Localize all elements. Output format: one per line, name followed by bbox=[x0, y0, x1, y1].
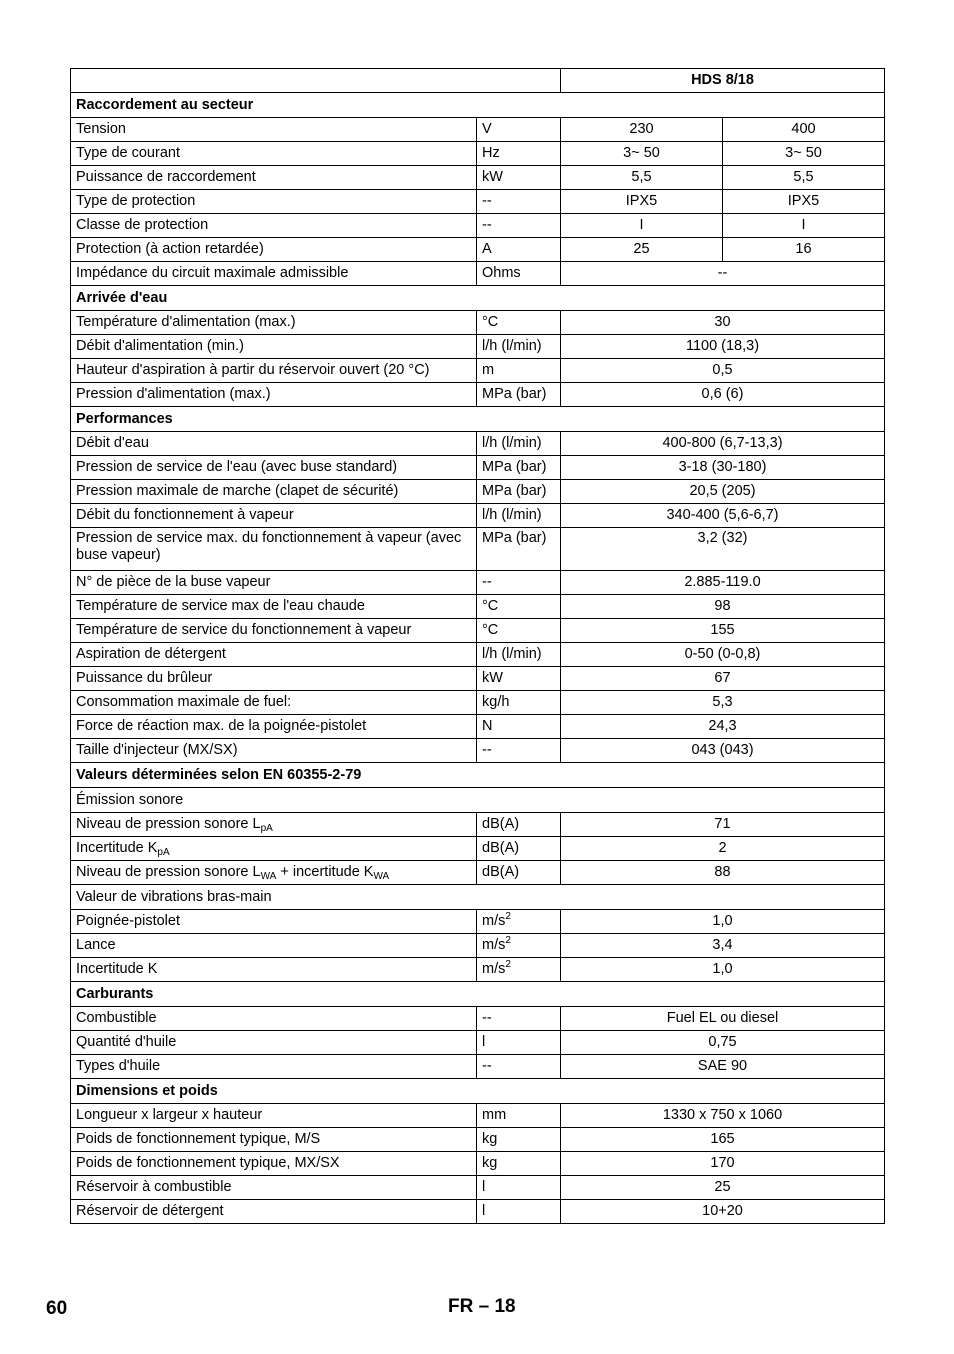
spec-row bbox=[71, 456, 885, 480]
spec-unit-text: m/s bbox=[482, 961, 506, 977]
section-row bbox=[71, 763, 885, 788]
section-row bbox=[71, 93, 885, 118]
spec-row bbox=[71, 910, 885, 934]
spec-unit-text: l bbox=[482, 1203, 486, 1219]
spec-label-text: Force de réaction max. de la poignée-pistolet bbox=[76, 718, 367, 734]
spec-unit bbox=[477, 456, 561, 480]
spec-unit bbox=[477, 1176, 561, 1200]
spec-value: 71 bbox=[561, 813, 885, 837]
spec-unit-text: m/s bbox=[482, 937, 506, 953]
spec-label-text: Incertitude K bbox=[76, 840, 158, 856]
spec-value: 043 (043) bbox=[561, 739, 885, 763]
section-row bbox=[71, 982, 885, 1007]
spec-label bbox=[71, 691, 477, 715]
spec-unit-text: -- bbox=[482, 193, 492, 209]
header-empty-cell bbox=[71, 69, 561, 93]
spec-row bbox=[71, 335, 885, 359]
spec-unit-text: kg/h bbox=[482, 694, 510, 710]
spec-unit-text: l bbox=[482, 1179, 486, 1195]
spec-label-text: Réservoir de détergent bbox=[76, 1203, 224, 1219]
spec-label bbox=[71, 142, 477, 166]
spec-value: 170 bbox=[561, 1152, 885, 1176]
spec-label-text: Aspiration de détergent bbox=[76, 646, 226, 662]
spec-value: 2.885-119.0 bbox=[561, 571, 885, 595]
spec-row bbox=[71, 166, 885, 190]
spec-unit bbox=[477, 432, 561, 456]
spec-value: 0-50 (0-0,8) bbox=[561, 643, 885, 667]
spec-label bbox=[71, 837, 477, 861]
spec-label bbox=[71, 739, 477, 763]
spec-unit bbox=[477, 335, 561, 359]
spec-row bbox=[71, 528, 885, 571]
spec-row bbox=[71, 504, 885, 528]
spec-value: 3,4 bbox=[561, 934, 885, 958]
spec-unit bbox=[477, 118, 561, 142]
spec-value: 1,0 bbox=[561, 958, 885, 982]
spec-label-text: Puissance de raccordement bbox=[76, 169, 256, 185]
spec-label-text: Protection (à action retardée) bbox=[76, 241, 264, 257]
section-title: Raccordement au secteur bbox=[71, 93, 885, 118]
spec-unit-text: Hz bbox=[482, 145, 500, 161]
spec-value: 1,0 bbox=[561, 910, 885, 934]
spec-unit bbox=[477, 861, 561, 885]
spec-row bbox=[71, 190, 885, 214]
section-title: Performances bbox=[71, 407, 885, 432]
spec-label-text: Poids de fonctionnement typique, MX/SX bbox=[76, 1155, 340, 1171]
spec-row bbox=[71, 837, 885, 861]
spec-unit bbox=[477, 142, 561, 166]
spec-value: Fuel EL ou diesel bbox=[561, 1007, 885, 1031]
spec-value: 2 bbox=[561, 837, 885, 861]
spec-unit bbox=[477, 1031, 561, 1055]
spec-value-400v: 400 bbox=[723, 118, 885, 142]
subsection-row bbox=[71, 788, 885, 813]
spec-label bbox=[71, 1104, 477, 1128]
spec-label bbox=[71, 1007, 477, 1031]
spec-value: 30 bbox=[561, 311, 885, 335]
spec-label-text: Type de protection bbox=[76, 193, 196, 209]
spec-label-text: Niveau de pression sonore L bbox=[76, 864, 261, 880]
spec-label bbox=[71, 643, 477, 667]
spec-unit bbox=[477, 504, 561, 528]
spec-label-text: Réservoir à combustible bbox=[76, 1179, 232, 1195]
subsection-title: Valeur de vibrations bras-main bbox=[71, 885, 885, 910]
spec-unit bbox=[477, 958, 561, 982]
spec-unit bbox=[477, 359, 561, 383]
spec-row bbox=[71, 262, 885, 286]
section-row bbox=[71, 1079, 885, 1104]
spec-row bbox=[71, 1104, 885, 1128]
spec-value: 155 bbox=[561, 619, 885, 643]
spec-label-text: Puissance du brûleur bbox=[76, 670, 213, 686]
spec-label bbox=[71, 667, 477, 691]
spec-label bbox=[71, 1176, 477, 1200]
spec-value: 1330 x 750 x 1060 bbox=[561, 1104, 885, 1128]
section-title: Carburants bbox=[71, 982, 885, 1007]
spec-row bbox=[71, 383, 885, 407]
spec-row bbox=[71, 739, 885, 763]
spec-unit-text: m/s bbox=[482, 913, 506, 929]
spec-unit bbox=[477, 910, 561, 934]
subsection-title: Émission sonore bbox=[71, 788, 885, 813]
spec-value-230v: 25 bbox=[561, 238, 723, 262]
spec-unit-text: l/h (l/min) bbox=[482, 646, 542, 662]
spec-unit bbox=[477, 643, 561, 667]
spec-label-text: Température de service max de l'eau chaude bbox=[76, 598, 365, 614]
spec-unit-text: °C bbox=[482, 622, 499, 638]
spec-unit bbox=[477, 837, 561, 861]
spec-unit bbox=[477, 619, 561, 643]
spec-unit-superscript: 2 bbox=[505, 935, 511, 946]
spec-label bbox=[71, 910, 477, 934]
spec-value-230v: 3~ 50 bbox=[561, 142, 723, 166]
spec-unit-text: °C bbox=[482, 598, 499, 614]
spec-label-text: Classe de protection bbox=[76, 217, 209, 233]
spec-unit-text: MPa (bar) bbox=[482, 459, 547, 475]
spec-label bbox=[71, 571, 477, 595]
spec-label bbox=[71, 1200, 477, 1224]
spec-unit bbox=[477, 595, 561, 619]
spec-unit-text: kg bbox=[482, 1131, 498, 1147]
spec-label bbox=[71, 383, 477, 407]
spec-row bbox=[71, 958, 885, 982]
spec-label-text: Longueur x largeur x hauteur bbox=[76, 1107, 263, 1123]
spec-label-text: Pression de service max. du fonctionnement à vapeur (avec buse vapeur) bbox=[76, 530, 462, 563]
spec-label-text: Impédance du circuit maximale admissible bbox=[76, 265, 349, 281]
spec-value-230v: 5,5 bbox=[561, 166, 723, 190]
spec-row bbox=[71, 595, 885, 619]
spec-label bbox=[71, 1031, 477, 1055]
section-row bbox=[71, 286, 885, 311]
spec-value: 5,3 bbox=[561, 691, 885, 715]
spec-unit-text: °C bbox=[482, 314, 499, 330]
spec-label bbox=[71, 861, 477, 885]
spec-label-text: Poids de fonctionnement typique, M/S bbox=[76, 1131, 321, 1147]
spec-value: 400-800 (6,7-13,3) bbox=[561, 432, 885, 456]
spec-row bbox=[71, 934, 885, 958]
spec-row bbox=[71, 142, 885, 166]
spec-row bbox=[71, 667, 885, 691]
spec-unit bbox=[477, 813, 561, 837]
page-label: FR – 18 bbox=[448, 1296, 516, 1317]
spec-label bbox=[71, 359, 477, 383]
spec-unit-text: MPa (bar) bbox=[482, 530, 547, 546]
spec-unit bbox=[477, 190, 561, 214]
spec-label bbox=[71, 214, 477, 238]
section-title: Valeurs déterminées selon EN 60355-2-79 bbox=[71, 763, 885, 788]
spec-value: 3,2 (32) bbox=[561, 528, 885, 571]
spec-unit-text: mm bbox=[482, 1107, 507, 1123]
spec-label bbox=[71, 1128, 477, 1152]
spec-unit bbox=[477, 934, 561, 958]
section-row bbox=[71, 407, 885, 432]
spec-label-text: Niveau de pression sonore L bbox=[76, 816, 261, 832]
spec-unit-text: -- bbox=[482, 1010, 492, 1026]
spec-row bbox=[71, 715, 885, 739]
spec-unit bbox=[477, 1200, 561, 1224]
spec-unit bbox=[477, 667, 561, 691]
spec-label-text: Consommation maximale de fuel: bbox=[76, 694, 292, 710]
spec-value-230v: IPX5 bbox=[561, 190, 723, 214]
spec-value: 1100 (18,3) bbox=[561, 335, 885, 359]
spec-row bbox=[71, 571, 885, 595]
spec-row bbox=[71, 619, 885, 643]
spec-label bbox=[71, 1152, 477, 1176]
spec-row bbox=[71, 238, 885, 262]
specifications-table bbox=[70, 68, 885, 1224]
spec-unit-text: l/h (l/min) bbox=[482, 338, 542, 354]
section-title: Arrivée d'eau bbox=[71, 286, 885, 311]
spec-row bbox=[71, 480, 885, 504]
spec-row bbox=[71, 1031, 885, 1055]
spec-label-text-continued: + incertitude K bbox=[276, 864, 374, 880]
spec-unit-text: dB(A) bbox=[482, 840, 520, 856]
spec-row bbox=[71, 861, 885, 885]
spec-label bbox=[71, 813, 477, 837]
spec-label bbox=[71, 480, 477, 504]
spec-unit bbox=[477, 1007, 561, 1031]
spec-value: 0,5 bbox=[561, 359, 885, 383]
spec-unit-text: MPa (bar) bbox=[482, 386, 547, 402]
spec-value: 98 bbox=[561, 595, 885, 619]
spec-label bbox=[71, 238, 477, 262]
spec-row bbox=[71, 691, 885, 715]
spec-unit-text: -- bbox=[482, 1058, 492, 1074]
spec-label bbox=[71, 619, 477, 643]
spec-value-400v: IPX5 bbox=[723, 190, 885, 214]
spec-value: SAE 90 bbox=[561, 1055, 885, 1079]
spec-label-text: Poignée-pistolet bbox=[76, 913, 180, 929]
spec-value: 0,75 bbox=[561, 1031, 885, 1055]
spec-label-text: Quantité d'huile bbox=[76, 1034, 177, 1050]
model-header-row bbox=[71, 69, 885, 93]
spec-label-text: Pression maximale de marche (clapet de sécurité) bbox=[76, 483, 399, 499]
spec-label-text: Température d'alimentation (max.) bbox=[76, 314, 296, 330]
spec-label bbox=[71, 166, 477, 190]
spec-unit-text: l bbox=[482, 1034, 486, 1050]
spec-unit-text: kW bbox=[482, 670, 503, 686]
spec-label bbox=[71, 934, 477, 958]
spec-unit bbox=[477, 166, 561, 190]
spec-label-text: Combustible bbox=[76, 1010, 157, 1026]
spec-unit-text: -- bbox=[482, 742, 492, 758]
spec-label bbox=[71, 958, 477, 982]
spec-row bbox=[71, 1176, 885, 1200]
spec-value: -- bbox=[561, 262, 885, 286]
spec-label-text: Pression d'alimentation (max.) bbox=[76, 386, 271, 402]
spec-unit-superscript: 2 bbox=[505, 911, 511, 922]
spec-value: 88 bbox=[561, 861, 885, 885]
spec-unit bbox=[477, 383, 561, 407]
spec-row bbox=[71, 1055, 885, 1079]
spec-unit bbox=[477, 311, 561, 335]
spec-label-text: Tension bbox=[76, 121, 126, 137]
spec-label-subscript: WA bbox=[260, 871, 277, 882]
spec-unit-text: -- bbox=[482, 217, 492, 233]
section-title: Dimensions et poids bbox=[71, 1079, 885, 1104]
spec-unit-text: A bbox=[482, 241, 492, 257]
spec-label bbox=[71, 1055, 477, 1079]
spec-unit-superscript: 2 bbox=[505, 959, 511, 970]
spec-label bbox=[71, 262, 477, 286]
spec-unit bbox=[477, 1152, 561, 1176]
spec-value-400v: 16 bbox=[723, 238, 885, 262]
spec-unit-text: Ohms bbox=[482, 265, 521, 281]
spec-row bbox=[71, 813, 885, 837]
spec-row bbox=[71, 1200, 885, 1224]
spec-row bbox=[71, 214, 885, 238]
spec-value-400v: 3~ 50 bbox=[723, 142, 885, 166]
spec-unit-text: kW bbox=[482, 169, 503, 185]
spec-value: 67 bbox=[561, 667, 885, 691]
spec-label bbox=[71, 595, 477, 619]
spec-value-230v: 230 bbox=[561, 118, 723, 142]
spec-label bbox=[71, 456, 477, 480]
spec-row bbox=[71, 359, 885, 383]
model-name: HDS 8/18 bbox=[561, 69, 885, 93]
spec-unit bbox=[477, 238, 561, 262]
spec-label-text: Type de courant bbox=[76, 145, 180, 161]
spec-unit-text: dB(A) bbox=[482, 864, 520, 880]
spec-unit bbox=[477, 1128, 561, 1152]
spec-row bbox=[71, 1128, 885, 1152]
spec-unit-text: m bbox=[482, 362, 495, 378]
spec-value-400v: 5,5 bbox=[723, 166, 885, 190]
spec-unit bbox=[477, 1055, 561, 1079]
spec-unit bbox=[477, 528, 561, 571]
spec-unit bbox=[477, 571, 561, 595]
spec-value: 165 bbox=[561, 1128, 885, 1152]
spec-value: 25 bbox=[561, 1176, 885, 1200]
spec-unit bbox=[477, 715, 561, 739]
spec-row bbox=[71, 1152, 885, 1176]
spec-row bbox=[71, 311, 885, 335]
spec-label-text: Lance bbox=[76, 937, 116, 953]
spec-label-text: Hauteur d'aspiration à partir du réservoir ouvert (20 °C) bbox=[76, 362, 430, 378]
spec-label-text: Types d'huile bbox=[76, 1058, 161, 1074]
spec-label-text: N° de pièce de la buse vapeur bbox=[76, 574, 271, 590]
spec-value-400v: I bbox=[723, 214, 885, 238]
spec-label-text: Taille d'injecteur (MX/SX) bbox=[76, 742, 238, 758]
spec-label-text: Température de service du fonctionnement à vapeur bbox=[76, 622, 412, 638]
spec-unit-text: V bbox=[482, 121, 492, 137]
spec-label bbox=[71, 528, 477, 571]
spec-label-subscript: pA bbox=[260, 823, 273, 834]
spec-value: 0,6 (6) bbox=[561, 383, 885, 407]
spec-unit bbox=[477, 691, 561, 715]
spec-label-text: Pression de service de l'eau (avec buse standard) bbox=[76, 459, 398, 475]
spec-value: 24,3 bbox=[561, 715, 885, 739]
spec-value: 20,5 (205) bbox=[561, 480, 885, 504]
spec-unit bbox=[477, 214, 561, 238]
spec-label bbox=[71, 118, 477, 142]
spec-value: 3-18 (30-180) bbox=[561, 456, 885, 480]
spec-unit bbox=[477, 739, 561, 763]
spec-unit bbox=[477, 480, 561, 504]
spec-value-230v: I bbox=[561, 214, 723, 238]
spec-label-text: Incertitude K bbox=[76, 961, 158, 977]
spec-label-text: Débit d'alimentation (min.) bbox=[76, 338, 244, 354]
page-number: 60 bbox=[46, 1298, 68, 1319]
spec-unit bbox=[477, 1104, 561, 1128]
spec-label bbox=[71, 335, 477, 359]
spec-unit-text: MPa (bar) bbox=[482, 483, 547, 499]
spec-label-subscript: pA bbox=[157, 847, 170, 858]
spec-unit-text: l/h (l/min) bbox=[482, 435, 542, 451]
spec-row bbox=[71, 1007, 885, 1031]
spec-value: 340-400 (5,6-6,7) bbox=[561, 504, 885, 528]
spec-label-subscript: WA bbox=[373, 871, 390, 882]
spec-unit-text: l/h (l/min) bbox=[482, 507, 542, 523]
spec-label-text: Débit du fonctionnement à vapeur bbox=[76, 507, 294, 523]
spec-label bbox=[71, 190, 477, 214]
spec-label-text: Débit d'eau bbox=[76, 435, 149, 451]
spec-row bbox=[71, 432, 885, 456]
spec-row bbox=[71, 118, 885, 142]
spec-unit-text: N bbox=[482, 718, 493, 734]
spec-label bbox=[71, 432, 477, 456]
spec-label bbox=[71, 715, 477, 739]
spec-unit bbox=[477, 262, 561, 286]
subsection-row bbox=[71, 885, 885, 910]
spec-label bbox=[71, 311, 477, 335]
spec-unit-text: kg bbox=[482, 1155, 498, 1171]
spec-unit-text: -- bbox=[482, 574, 492, 590]
spec-unit-text: dB(A) bbox=[482, 816, 520, 832]
spec-row bbox=[71, 643, 885, 667]
spec-label bbox=[71, 504, 477, 528]
spec-value: 10+20 bbox=[561, 1200, 885, 1224]
